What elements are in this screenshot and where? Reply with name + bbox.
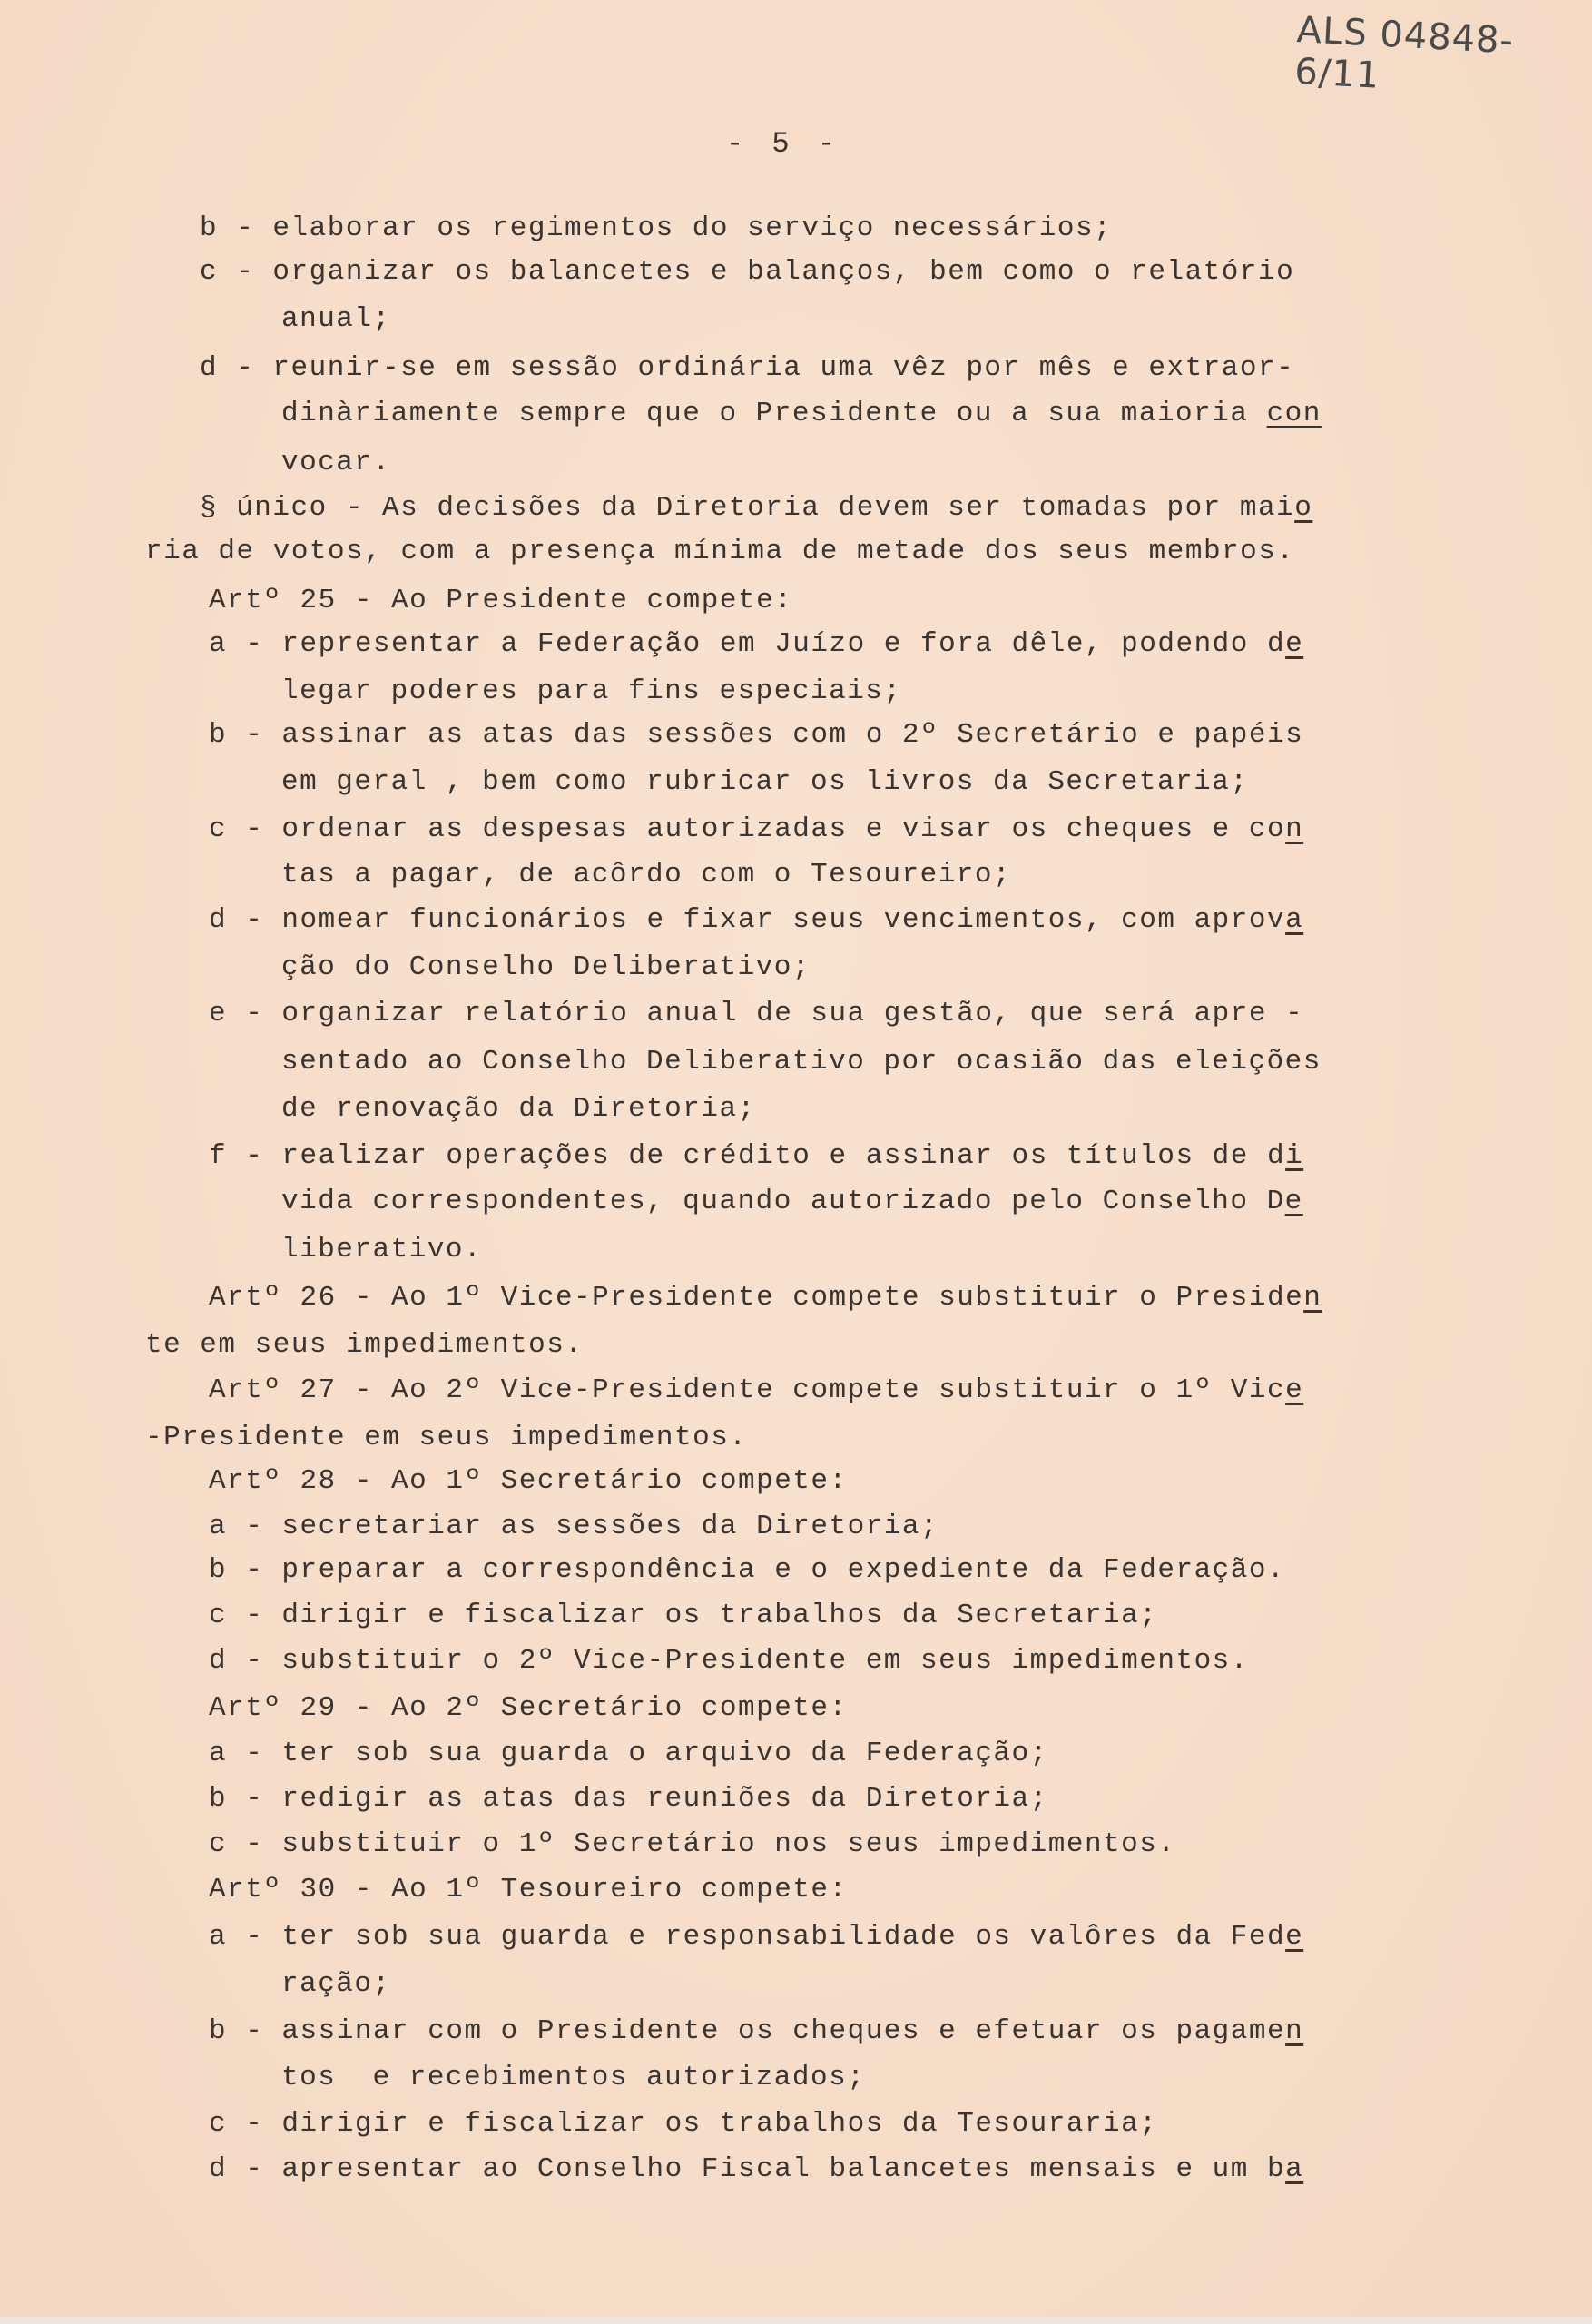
text-line [209, 1138, 1303, 1175]
text-line [281, 396, 1322, 432]
article-heading: Artº 30 - Ao 1º Tesoureiro compete: [209, 1874, 848, 1905]
hyphen-break-segment: n [1303, 1282, 1322, 1314]
hyphen-break-segment: con [1266, 398, 1322, 429]
text-line: c - organizar os balancetes e balanços, bem como o relatório [200, 256, 1295, 288]
hyphen-break-segment: e [1285, 1921, 1304, 1953]
text-segment: f - realizar operações de crédito e assinar os títulos de d [209, 1140, 1286, 1172]
text-line [209, 902, 1303, 939]
text-line [281, 1184, 1303, 1220]
hyphen-break-segment: a [1285, 904, 1304, 936]
text-line [209, 812, 1303, 848]
text-line [209, 2014, 1303, 2050]
text-line: sentado ao Conselho Deliberativo por ocasião das eleições [281, 1046, 1322, 1078]
text-line: legar poderes para fins especiais; [281, 675, 902, 707]
hyphen-break-segment: n [1285, 2015, 1304, 2047]
text-line: c - dirigir e fiscalizar os trabalhos da Tesouraria; [209, 2108, 1158, 2140]
text-line [209, 2152, 1303, 2188]
page-number: - 5 - [726, 127, 841, 161]
text-line: ração; [281, 1968, 391, 2000]
text-segment: dinàriamente sempre que o Presidente ou a sua maioria [281, 398, 1267, 429]
text-line: tas a pagar, de acôrdo com o Tesoureiro; [281, 859, 1012, 891]
text-line: c - dirigir e fiscalizar os trabalhos da Secretaria; [209, 1600, 1158, 1631]
text-segment: c - ordenar as despesas autorizadas e visar os cheques e co [209, 813, 1286, 845]
article-heading: Artº 29 - Ao 2º Secretário compete: [209, 1692, 848, 1724]
text-line: b - assinar as atas das sessões com o 2º Secretário e papéis [209, 719, 1304, 751]
text-line [209, 1919, 1303, 1955]
text-line: tos e recebimentos autorizados; [281, 2062, 866, 2093]
archive-id-handwritten: ALS 04848-6/11 [1293, 9, 1516, 97]
text-segment: d - apresentar ao Conselho Fiscal balancetes mensais e um b [209, 2153, 1286, 2185]
hyphen-break-segment: n [1285, 813, 1304, 845]
text-line: em geral , bem como rubricar os livros da Secretaria; [281, 766, 1249, 798]
text-segment: a - ter sob sua guarda e responsabilidade os valôres da Fed [209, 1921, 1286, 1953]
text-line: e - organizar relatório anual de sua gestão, que será apre - [209, 998, 1304, 1029]
text-line: liberativo. [281, 1234, 483, 1265]
hyphen-break-segment: a [1285, 2153, 1304, 2185]
text-segment: vida correspondentes, quando autorizado pelo Conselho D [281, 1186, 1285, 1217]
text-line [200, 490, 1312, 527]
text-line: -Presidente em seus impedimentos. [145, 1422, 748, 1453]
text-line: d - substituir o 2º Vice-Presidente em seus impedimentos. [209, 1645, 1249, 1677]
text-line: c - substituir o 1º Secretário nos seus impedimentos. [209, 1828, 1176, 1860]
text-line [209, 626, 1303, 663]
text-segment: b - assinar com o Presidente os cheques e efetuar os pagame [209, 2015, 1286, 2047]
hyphen-break-segment: e [1284, 1186, 1303, 1217]
text-line: ção do Conselho Deliberativo; [281, 951, 811, 983]
text-line: ria de votos, com a presença mínima de metade dos seus membros. [145, 536, 1295, 567]
hyphen-break-segment: i [1285, 1140, 1304, 1172]
text-segment: Artº 27 - Ao 2º Vice-Presidente compete substituir o 1º Vic [209, 1374, 1286, 1406]
text-line: b - preparar a correspondência e o expediente da Federação. [209, 1554, 1286, 1586]
text-line: b - redigir as atas das reuniões da Diretoria; [209, 1783, 1048, 1815]
text-line: b - elaborar os regimentos do serviço necessários; [200, 212, 1113, 244]
article-heading [209, 1373, 1303, 1409]
article-heading: Artº 28 - Ao 1º Secretário compete: [209, 1465, 848, 1497]
hyphen-break-segment: e [1285, 628, 1304, 660]
text-line: vocar. [281, 447, 391, 478]
text-line: anual; [281, 303, 391, 335]
paper-edge [0, 2317, 1592, 2324]
text-line: a - ter sob sua guarda o arquivo da Federação; [209, 1738, 1048, 1769]
text-segment: d - nomear funcionários e fixar seus vencimentos, com aprov [209, 904, 1286, 936]
text-line: a - secretariar as sessões da Diretoria; [209, 1511, 939, 1542]
text-segment: § único - As decisões da Diretoria devem ser tomadas por mai [200, 492, 1295, 524]
text-line: te em seus impedimentos. [145, 1329, 584, 1361]
text-line: d - reunir-se em sessão ordinária uma vêz por mês e extraor- [200, 352, 1295, 384]
text-line: de renovação da Diretoria; [281, 1093, 756, 1125]
text-segment: Artº 26 - Ao 1º Vice-Presidente compete substituir o Preside [209, 1282, 1304, 1314]
hyphen-break-segment: e [1285, 1374, 1304, 1406]
article-heading: Artº 25 - Ao Presidente compete: [209, 585, 793, 616]
text-segment: a - representar a Federação em Juízo e fora dêle, podendo d [209, 628, 1286, 660]
hyphen-break-segment: o [1294, 492, 1313, 524]
article-heading [209, 1280, 1322, 1316]
